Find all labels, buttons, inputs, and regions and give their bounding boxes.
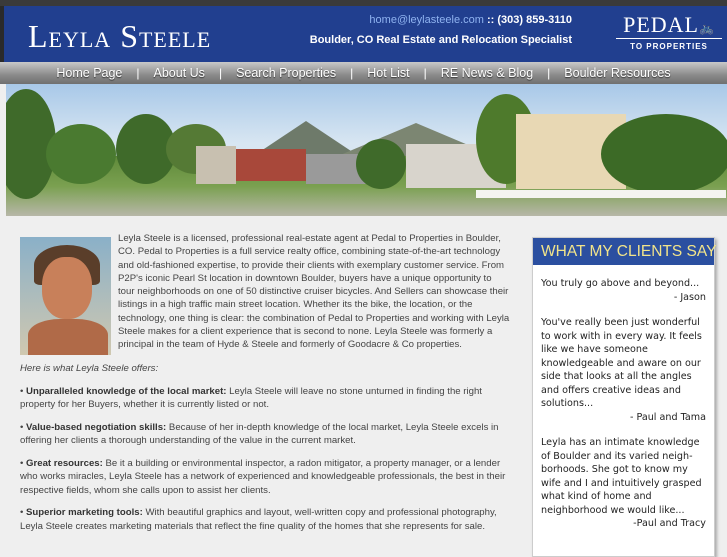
tagline: Boulder, CO Real Estate and Relocation Specialist	[309, 34, 572, 46]
offer-text: Leyla Steele will leave no stone unturned in finding the right property for her Buyers, whether it is currently listed or not.	[20, 385, 482, 410]
phone: (303) 859-3110	[497, 14, 572, 26]
testimonials-title: WHAT MY CLIENTS SAY	[533, 238, 714, 265]
nav-separator: |	[136, 66, 140, 80]
offers-lead: Here is what Leyla Steele offers:	[20, 363, 159, 374]
offer-text: With beautiful graphics and layout, well-written copy and professional photography, Leyla Steele creates marketing materials that reflect the fine quality of the homes that she represents for sale.	[20, 507, 497, 532]
testimonial	[533, 277, 714, 304]
offer-title: Value-based negotiation skills:	[26, 421, 167, 433]
testimonial	[533, 316, 714, 424]
testimonial-author: - Paul and Tama	[629, 411, 706, 423]
nav-separator: |	[547, 66, 551, 80]
offer-text: Be it a building or environmental inspector, a radon mitigator, a property manager, or a lender who works miracles, Leyla Steele has a network of experienced and knowledgeable professionals, the best in their respective fields, whom she calls upon to assist her clients.	[20, 457, 506, 496]
boulder-banner-image	[6, 84, 727, 216]
nav-hot-list[interactable]: Hot List	[367, 66, 410, 80]
offer-title: Great resources:	[26, 457, 103, 469]
offer-item: • Great resources: Be it a building or environmental inspector, a radon mitigator, a property manager, or a lender who works miracles, Leyla Steele has a network of experienced and knowledgeable professionals, the best in their respective fields, whom she calls upon to assist her clients.	[20, 457, 506, 496]
testimonial	[533, 436, 714, 531]
site-logo[interactable]: Leyla Steele	[28, 18, 212, 54]
testimonial-text: You truly go above and beyond...	[541, 278, 700, 289]
leyla-steele-photo	[20, 237, 111, 355]
offer-title: Superior marketing tools:	[26, 507, 143, 518]
offer-text: Because of her in-depth knowledge of the local market, Leyla Steele excels in offering her clients a thorough understanding of the value in the current market.	[20, 421, 499, 446]
bicycle-icon: 🚲	[698, 21, 715, 35]
brand-main: PEDAL	[623, 12, 699, 37]
intro-text: Leyla Steele is a licensed, professional real-estate agent at Pedal to Properties in Boulder, CO. Pedal to Properties is a full service realty office, combining state-of-the-art technology and old-fashioned expertise, to provide their clients with exemplary customer service. From P2P's iconic Pearl St location in downtown Boulder, buyers have a unique opportunity to tour neighborhoods on one of 50 distinctive cruiser bicycles. And Sellers can showcase their listings in a high traffic main street location. Whether its the bike, the location, or the technology, one thing is clear: the combination of Pedal to Properties and working with Leyla Steele makes for a client experience that is second to none. Leyla Steele was formerly a principal in the team of Hyde & Steele and formerly of Goodacre & Co properties.	[118, 233, 510, 351]
offer-title: Unparalleled knowledge of the local market:	[26, 385, 227, 397]
nav-about[interactable]: About Us	[153, 66, 205, 80]
main-nav	[0, 62, 727, 84]
nav-separator: |	[218, 66, 223, 80]
nav-news-blog[interactable]: RE News & Blog	[440, 66, 534, 80]
testimonial-text: You've really been just wonderful to work with in every way. It feels like we have someone knowledgeable and aware on our side that looks at all the angles and offers creative ideas and solutions...	[541, 317, 702, 409]
pedal-logo[interactable]	[616, 12, 722, 53]
nav-home[interactable]: Home Page	[56, 66, 123, 80]
offer-item: • Unparalleled knowledge of the local market: Leyla Steele will leave no stone unturned in finding the right property for her Buyers, whether it is currently listed or not.	[20, 385, 482, 410]
brand-sub: TO PROPERTIES	[630, 42, 708, 51]
header	[0, 6, 727, 62]
nav-boulder-resources[interactable]: Boulder Resources	[564, 66, 671, 80]
testimonial-author: -Paul and Tracy	[633, 518, 706, 529]
offer-item: • Value-based negotiation skills: Because of her in-depth knowledge of the local market, Leyla Steele excels in offering her clients a thorough understanding of the value in the current market.	[20, 421, 499, 446]
contact-separator: ::	[486, 14, 495, 26]
email-link[interactable]: home@leylasteele.com	[369, 14, 484, 26]
testimonial-text: Leyla has an intimate knowledge of Boulder and its varied neigh-borhoods. She got to know my wife and I and intuitively grasped what kind of home and neighborhood we would like...	[541, 437, 702, 516]
offers-section	[20, 362, 510, 542]
contact-info	[369, 14, 572, 26]
nav-separator: |	[423, 66, 427, 80]
nav-separator: |	[350, 66, 354, 80]
testimonial-author: - Jason	[673, 291, 706, 303]
nav-search-properties[interactable]: Search Properties	[236, 66, 337, 80]
testimonials-box	[532, 237, 715, 557]
offer-item: • Superior marketing tools: With beautiful graphics and layout, well-written copy and professional photography, Leyla Steele creates marketing materials that reflect the fine quality of the homes that she represents for sale.	[20, 507, 497, 532]
